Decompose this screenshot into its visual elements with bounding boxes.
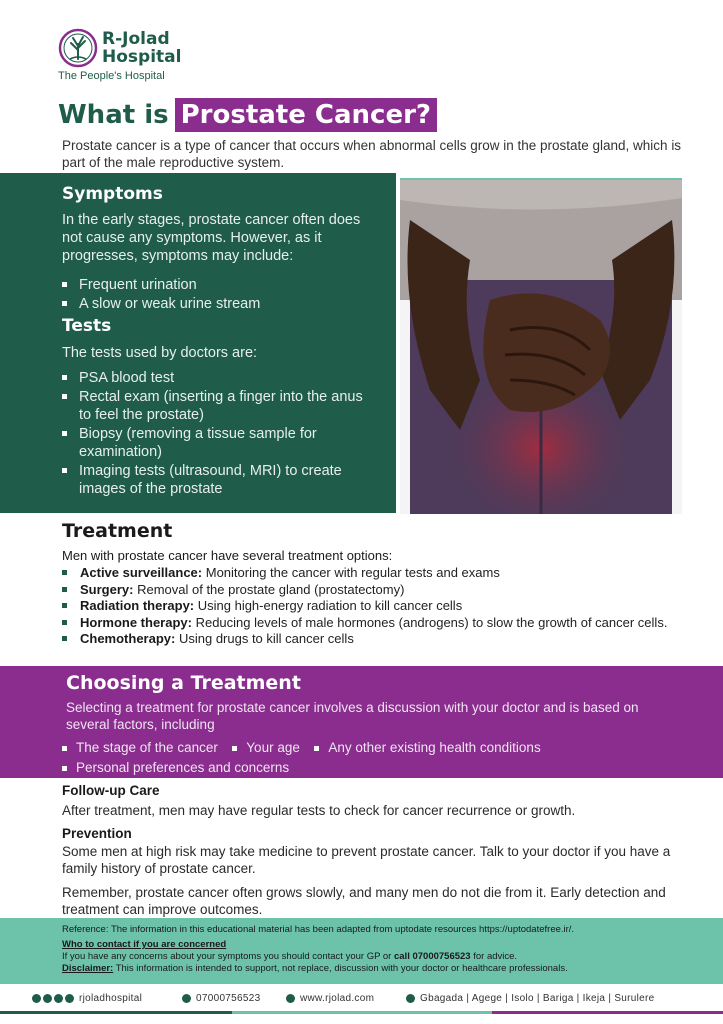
- twitter-icon[interactable]: [43, 994, 52, 1003]
- treatment-term: Radiation therapy:: [80, 598, 195, 613]
- list-item: Frequent urination: [62, 276, 377, 294]
- footer-website[interactable]: [286, 993, 374, 1004]
- contact-suffix: for advice.: [470, 951, 518, 962]
- treatment-term: Hormone therapy:: [80, 614, 192, 630]
- treatment-desc: Using drugs to kill cancer cells: [175, 631, 354, 646]
- hospital-logo-icon: [58, 28, 98, 68]
- choosing-text: Selecting a treatment for prostate cancer involves a discussion with your doctor and is based on several factors, including: [66, 700, 639, 732]
- treatment-term: Chemotherapy:: [80, 631, 176, 646]
- treatment-intro: Men with prostate cancer have several treatment options:: [62, 548, 393, 563]
- list-item: Biopsy (removing a tissue sample for examination): [62, 425, 377, 461]
- prevention-text: Some men at high risk may take medicine to prevent prostate cancer. Talk to your doctor if you have a family history of prostate cancer.: [62, 844, 671, 876]
- linkedin-icon[interactable]: [65, 994, 74, 1003]
- treatment-term: Surgery:: [80, 581, 134, 597]
- remember-text: Remember, prostate cancer often grows slowly, and many men do not die from it. Early detection and treatment can improve outcomes.: [62, 885, 666, 917]
- contact-phone-link[interactable]: call 07000756523: [393, 951, 471, 962]
- treatment-desc: Reducing levels of male hormones (androgens) to slow the growth of cancer cells.: [191, 614, 668, 630]
- footer-bar-green: [0, 1011, 232, 1014]
- choosing-options: [62, 738, 682, 778]
- location-pin-icon: [406, 994, 415, 1003]
- page-title: [58, 98, 437, 132]
- list-item: PSA blood test: [62, 369, 377, 387]
- footer-website-link[interactable]: www.rjolad.com: [300, 993, 375, 1004]
- followup-heading: Follow-up Care: [62, 783, 160, 798]
- treatment-list: [62, 565, 682, 648]
- list-item: Your age: [232, 738, 300, 758]
- treatment-desc: Removal of the prostate gland (prostatectomy): [133, 581, 405, 597]
- brand-tagline: The People's Hospital: [58, 70, 165, 82]
- choosing-treatment-panel: [0, 666, 723, 778]
- treatment-term: Active surveillance:: [80, 565, 203, 580]
- treatment-desc: Monitoring the cancer with regular tests and exams: [202, 565, 500, 580]
- reference-text: Reference: The information in this educational material has been adapted from uptodate resources https://uptodatefree.ir/.: [62, 924, 575, 935]
- list-item: Personal preferences and concerns: [62, 758, 289, 778]
- brand-name: [102, 30, 181, 66]
- disclaimer-label: Disclaimer:: [62, 963, 114, 974]
- phone-icon: [182, 994, 191, 1003]
- list-item: [62, 631, 682, 648]
- intro-paragraph: Prostate cancer is a type of cancer that occurs when abnormal cells grow in the prostate gland, which is part of the male reproductive system.: [62, 138, 682, 170]
- disclaimer-text: This information is intended to support, not replace, discussion with your doctor or healthcare professionals.: [113, 963, 568, 974]
- list-item: The stage of the cancer: [62, 738, 218, 758]
- choosing-heading: Choosing a Treatment: [66, 672, 301, 694]
- symptoms-tests-panel: [0, 173, 396, 513]
- globe-icon: [286, 994, 295, 1003]
- list-item: Imaging tests (ultrasound, MRI) to create images of the prostate: [62, 462, 377, 498]
- facebook-icon[interactable]: [54, 994, 63, 1003]
- list-item: [62, 598, 682, 615]
- contact-prefix: If you have any concerns about your symptoms you should contact your GP or: [62, 951, 394, 962]
- list-item: [62, 615, 682, 632]
- footer-locations: [406, 993, 655, 1004]
- disclaimer: [62, 963, 568, 975]
- tests-list: [62, 369, 377, 499]
- brand-line-1: R-Jolad: [102, 29, 170, 49]
- contact-heading: Who to contact if you are concerned: [62, 939, 227, 950]
- patient-photo: [400, 178, 682, 514]
- instagram-icon[interactable]: [32, 994, 41, 1003]
- symptoms-list: [62, 276, 377, 314]
- footer-bar-mint: [232, 1011, 492, 1014]
- contact-text: [62, 951, 517, 963]
- brand-line-2: Hospital: [102, 47, 182, 67]
- treatment-desc: Using high-energy radiation to kill cancer cells: [194, 598, 463, 613]
- reference-panel: [0, 918, 723, 984]
- tests-heading: Tests: [62, 316, 112, 336]
- symptoms-heading: Symptoms: [62, 184, 163, 204]
- treatment-heading: Treatment: [62, 520, 173, 542]
- footer-phone[interactable]: [182, 993, 260, 1004]
- list-item: Rectal exam (inserting a finger into the anus to feel the prostate): [62, 388, 377, 424]
- list-item: [62, 565, 682, 582]
- footer-phone-number[interactable]: 07000756523: [196, 993, 261, 1004]
- title-prefix: What is: [58, 100, 169, 130]
- tests-text: The tests used by doctors are:: [62, 345, 258, 361]
- list-item: [62, 582, 682, 599]
- prevention-heading: Prevention: [62, 826, 132, 841]
- social-handle[interactable]: rjoladhospital: [79, 993, 143, 1004]
- title-highlight: Prostate Cancer?: [175, 98, 437, 132]
- social-links[interactable]: [32, 993, 142, 1004]
- symptoms-text: In the early stages, prostate cancer often does not cause any symptoms. However, as it progresses, symptoms may include:: [62, 212, 361, 264]
- footer-bar-purple: [492, 1011, 723, 1014]
- footer-locations-text: Gbagada | Agege | Isolo | Bariga | Ikeja | Surulere: [420, 993, 655, 1004]
- list-item: Any other existing health conditions: [314, 738, 540, 758]
- list-item: A slow or weak urine stream: [62, 295, 377, 313]
- followup-text: After treatment, men may have regular tests to check for cancer recurrence or growth.: [62, 803, 576, 818]
